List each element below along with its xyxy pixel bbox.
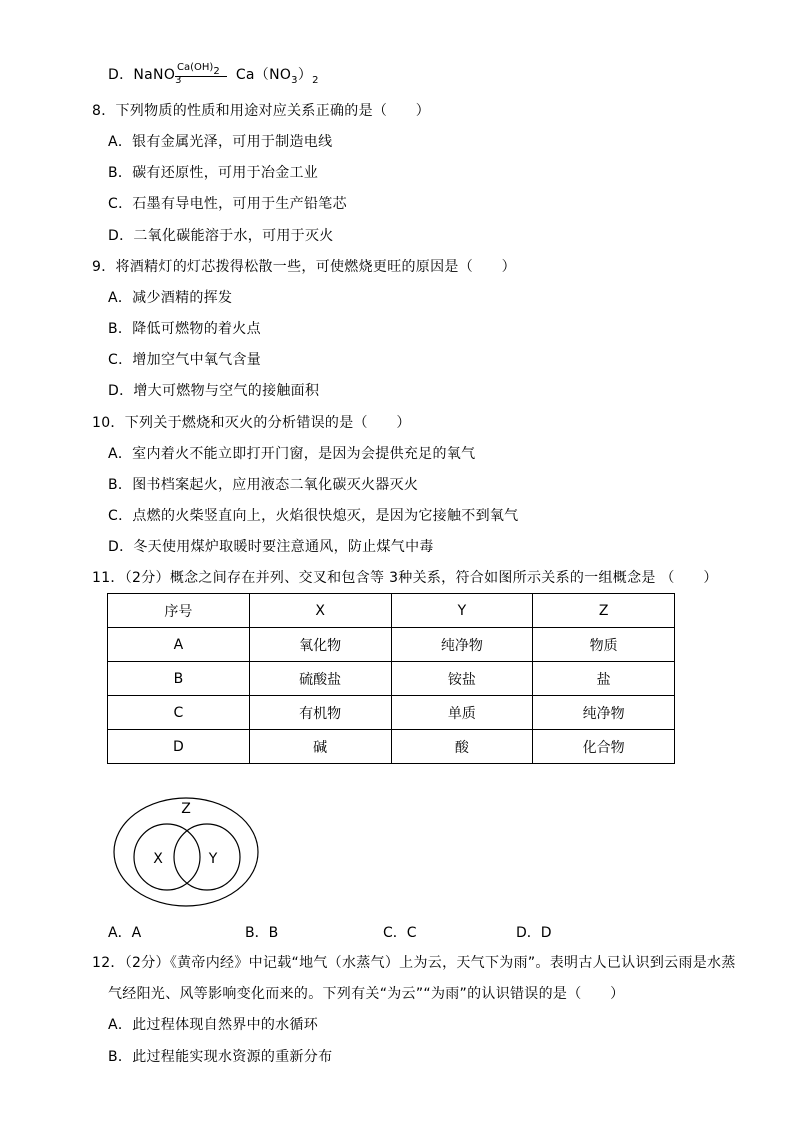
venn-circle-y [174, 824, 240, 890]
q12-stem-line2: 气经阳光、风等影响变化而来的。下列有关“为云”“为雨”的认识错误的是（ ） [108, 986, 625, 1002]
table-header-cell: X [249, 594, 391, 628]
table-cell: 盐 [533, 662, 675, 696]
table-cell: 化合物 [533, 730, 675, 764]
table-cell: B [108, 662, 250, 696]
table-cell: 铵盐 [391, 662, 533, 696]
q7-d-product-tail: ） [297, 67, 313, 83]
venn-label-y: Y [208, 851, 218, 867]
q9-option-c: C．增加空气中氧气含量 [108, 352, 262, 368]
q11-stem: 11．（2分）概念之间存在并列、交叉和包含等 3种关系，符合如图所示关系的一组概念是 （ ） [92, 570, 718, 586]
q8-option-d: D．二氧化碳能溶于水，可用于灭火 [108, 228, 334, 244]
q11-table [107, 593, 675, 764]
table-row [108, 696, 675, 730]
q9-option-b: B．降低可燃物的着火点 [108, 321, 261, 337]
table-cell: 纯净物 [391, 628, 533, 662]
venn-diagram [110, 795, 265, 910]
q7-d-product-sub: 3 [291, 75, 298, 86]
q7-d-condition-sub: 2 [213, 66, 220, 77]
table-cell: D [108, 730, 250, 764]
q9-option-a: A．减少酒精的挥发 [108, 290, 233, 306]
q9-option-d: D．增大可燃物与空气的接触面积 [108, 383, 320, 399]
table-header-cell: 序号 [108, 594, 250, 628]
q7-d-letter: D． [108, 67, 134, 83]
table-cell: 硫酸盐 [249, 662, 391, 696]
q10-option-d: D．冬天使用煤炉取暖时要注意通风，防止煤气中毒 [108, 539, 434, 555]
q10-option-b: B．图书档案起火，应用液态二氧化碳灭火器灭火 [108, 477, 419, 493]
table-header-cell: Z [533, 594, 675, 628]
q9-stem: 9．将酒精灯的灯芯拨得松散一些，可使燃烧更旺的原因是（ ） [92, 259, 516, 275]
q12-stem-line1: 12．（2分）《黄帝内经》中记载“地气（水蒸气）上为云，天气下为雨”。表明古人已认识到云雨是水蒸 [92, 955, 736, 971]
table-cell: 有机物 [249, 696, 391, 730]
table-cell: 碱 [249, 730, 391, 764]
table-cell: C [108, 696, 250, 730]
q7-d-condition [177, 62, 220, 77]
table-header-cell: Y [391, 594, 533, 628]
q7-d-reactant-sub: 3 [175, 75, 182, 86]
q8-option-b: B．碳有还原性，可用于冶金工业 [108, 165, 319, 181]
venn-label-x: X [153, 851, 163, 867]
q12-option-b: B．此过程能实现水资源的重新分布 [108, 1049, 333, 1065]
q11-choice-a: A．A [108, 925, 142, 941]
table-header-row [108, 594, 675, 628]
q7-d-reactant: NaNO [133, 67, 176, 83]
table-cell: 物质 [533, 628, 675, 662]
table-cell: 单质 [391, 696, 533, 730]
table-row [108, 662, 675, 696]
table-cell: A [108, 628, 250, 662]
q11-choice-c: C．C [383, 925, 417, 941]
q8-stem: 8．下列物质的性质和用途对应关系正确的是（ ） [92, 103, 431, 119]
q11-choice-b: B．B [245, 925, 279, 941]
q7-d-product: Ca（NO [235, 67, 292, 83]
table-row [108, 628, 675, 662]
q7-d-condition-text: Ca(OH) [177, 62, 214, 73]
venn-circle-x [134, 824, 200, 890]
table-cell: 氧化物 [249, 628, 391, 662]
q10-stem: 10．下列关于燃烧和灭火的分析错误的是（ ） [92, 415, 411, 431]
table-cell: 纯净物 [533, 696, 675, 730]
table-row [108, 730, 675, 764]
q12-option-a: A．此过程体现自然界中的水循环 [108, 1017, 319, 1033]
q8-option-c: C．石墨有导电性，可用于生产铅笔芯 [108, 196, 347, 212]
q8-option-a: A．银有金属光泽，可用于制造电线 [108, 134, 333, 150]
q10-option-c: C．点燃的火柴竖直向上，火焰很快熄灭，是因为它接触不到氧气 [108, 508, 519, 524]
q7-d-product-tail-sub: 2 [312, 75, 319, 86]
venn-label-z: Z [181, 801, 191, 817]
q7-d-arrow-line [175, 76, 227, 77]
q10-option-a: A．室内着火不能立即打开门窗，是因为会提供充足的氧气 [108, 446, 476, 462]
table-cell: 酸 [391, 730, 533, 764]
q11-choice-d: D．D [516, 925, 552, 941]
